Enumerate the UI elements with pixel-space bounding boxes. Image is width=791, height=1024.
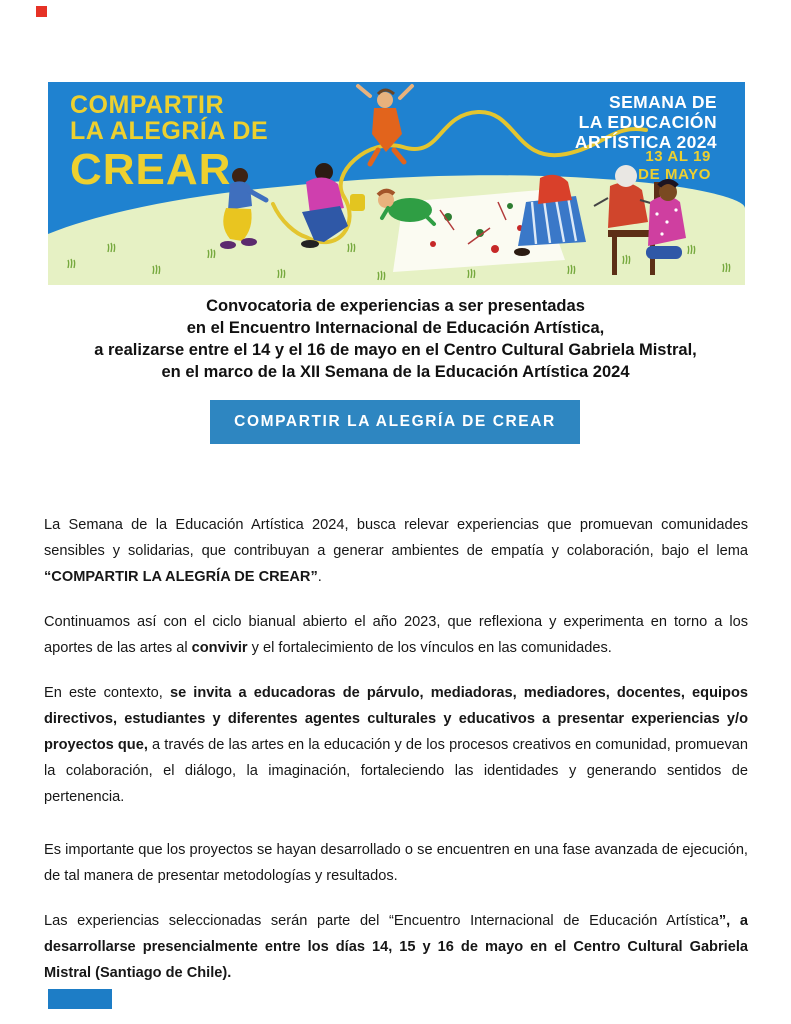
text-line: COMPARTIR bbox=[70, 91, 225, 119]
text-line: en el marco de la XII Semana de la Educación Artística 2024 bbox=[161, 363, 630, 381]
paragraph: La Semana de la Educación Artística 2024, busca relevar experiencias que promuevan comunidades sensibles y solidarias, que contribuyan a generar ambientes de empatía y colaboración, bajo el lema “COMPARTIR LA ALEGRÍA DE CREAR”. bbox=[44, 517, 748, 585]
text-line: en el Encuentro Internacional de Educación Artística, bbox=[186, 319, 605, 337]
header-banner-illustration bbox=[48, 82, 745, 285]
text-line: Convocatoria de experiencias a ser presentadas bbox=[206, 297, 585, 315]
text-line: a realizarse entre el 14 y el 16 de mayo en el Centro Cultural Gabriela Mistral, bbox=[94, 341, 697, 359]
text-line: LA EDUCACIÓN bbox=[578, 112, 717, 133]
convocation-heading bbox=[0, 295, 791, 383]
paragraph: Continuamos así con el ciclo bianual abierto el año 2023, que reflexiona y experimenta en torno a los aportes de las artes al convivir y el fortalecimiento de los vínculos en las comunidades. bbox=[44, 614, 748, 656]
illustration-yellow-bag bbox=[350, 194, 365, 211]
compartir-cta-button[interactable]: COMPARTIR LA ALEGRÍA DE CREAR bbox=[210, 400, 580, 444]
text-line: DE MAYO bbox=[638, 166, 711, 183]
scan-artifact-blue-bar bbox=[48, 989, 112, 1009]
paragraph: En este contexto, se invita a educadoras de párvulo, mediadoras, mediadores, docentes, equipos directivos, estudiantes y diferentes agentes culturales y educativos a presentar experiencias y/o proyectos que, a través de las artes en la educación y de los procesos creativos en comunidad, promuevan la colaboración, el diálogo, la imaginación, fortaleciendo las identidades y generando sentidos de pertenencia. bbox=[44, 685, 749, 805]
body-paragraphs bbox=[44, 512, 748, 1005]
text-line: LA ALEGRÍA DE bbox=[70, 117, 269, 146]
text-line: SEMANA DE bbox=[609, 92, 717, 112]
banner-artwork bbox=[48, 82, 745, 285]
text-line: ARTÍSTICA 2024 bbox=[574, 132, 717, 153]
paragraph: Las experiencias seleccionadas serán parte del “Encuentro Internacional de Educación Artística”, a desarrollarse presencialmente entre los días 14, 15 y 16 de mayo en el Centro Cultural Gabriela Mistral (Santiago de Chile). bbox=[44, 913, 748, 981]
text-line: 13 AL 19 bbox=[645, 148, 711, 165]
paragraph: Es importante que los proyectos se hayan desarrollado o se encuentren en una fase avanzada de ejecución, de tal manera de presentar metodologías y resultados. bbox=[44, 842, 748, 884]
scan-artifact-red-square bbox=[36, 6, 47, 17]
text-line: CREAR bbox=[70, 144, 232, 194]
